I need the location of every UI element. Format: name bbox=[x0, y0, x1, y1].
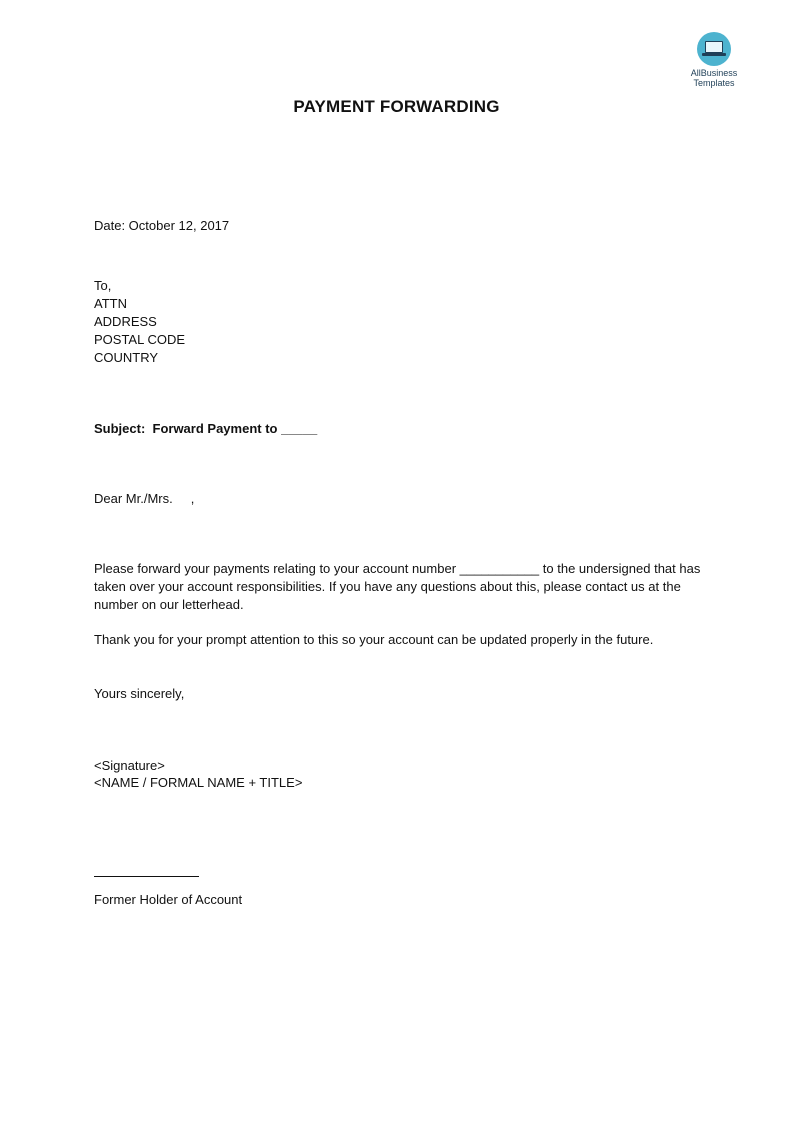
document-title: PAYMENT FORWARDING bbox=[293, 97, 500, 116]
closing-line: Yours sincerely, bbox=[94, 686, 185, 701]
signature-placeholder: <Signature> bbox=[94, 758, 165, 773]
recipient-to: To, bbox=[94, 278, 112, 293]
former-holder-label: Former Holder of Account bbox=[94, 892, 243, 907]
logo-line-2: Templates bbox=[693, 78, 735, 88]
recipient-attn: ATTN bbox=[94, 296, 127, 311]
recipient-postal-code: POSTAL CODE bbox=[94, 332, 186, 347]
subject-line: Subject: Forward Payment to _____ bbox=[94, 421, 318, 436]
recipient-country: COUNTRY bbox=[94, 350, 159, 365]
date-line: Date: October 12, 2017 bbox=[94, 218, 230, 233]
allbusiness-logo bbox=[682, 32, 746, 88]
signature-line bbox=[94, 876, 199, 877]
body-paragraph-1: Please forward your payments relating to your account number ___________ to the undersigned that has taken over your account responsibilities. If you have any questions about this, please contact us at the number on our letterhead. bbox=[94, 561, 701, 612]
logo-text bbox=[682, 68, 746, 88]
body-paragraph-2: Thank you for your prompt attention to this so your account can be updated properly in the future. bbox=[94, 632, 654, 647]
logo-line-1: AllBusiness bbox=[690, 68, 738, 78]
recipient-address: ADDRESS bbox=[94, 314, 157, 329]
greeting-line: Dear Mr./Mrs. , bbox=[94, 491, 195, 506]
laptop-icon bbox=[697, 32, 731, 66]
name-title-placeholder: <NAME / FORMAL NAME + TITLE> bbox=[94, 775, 303, 790]
